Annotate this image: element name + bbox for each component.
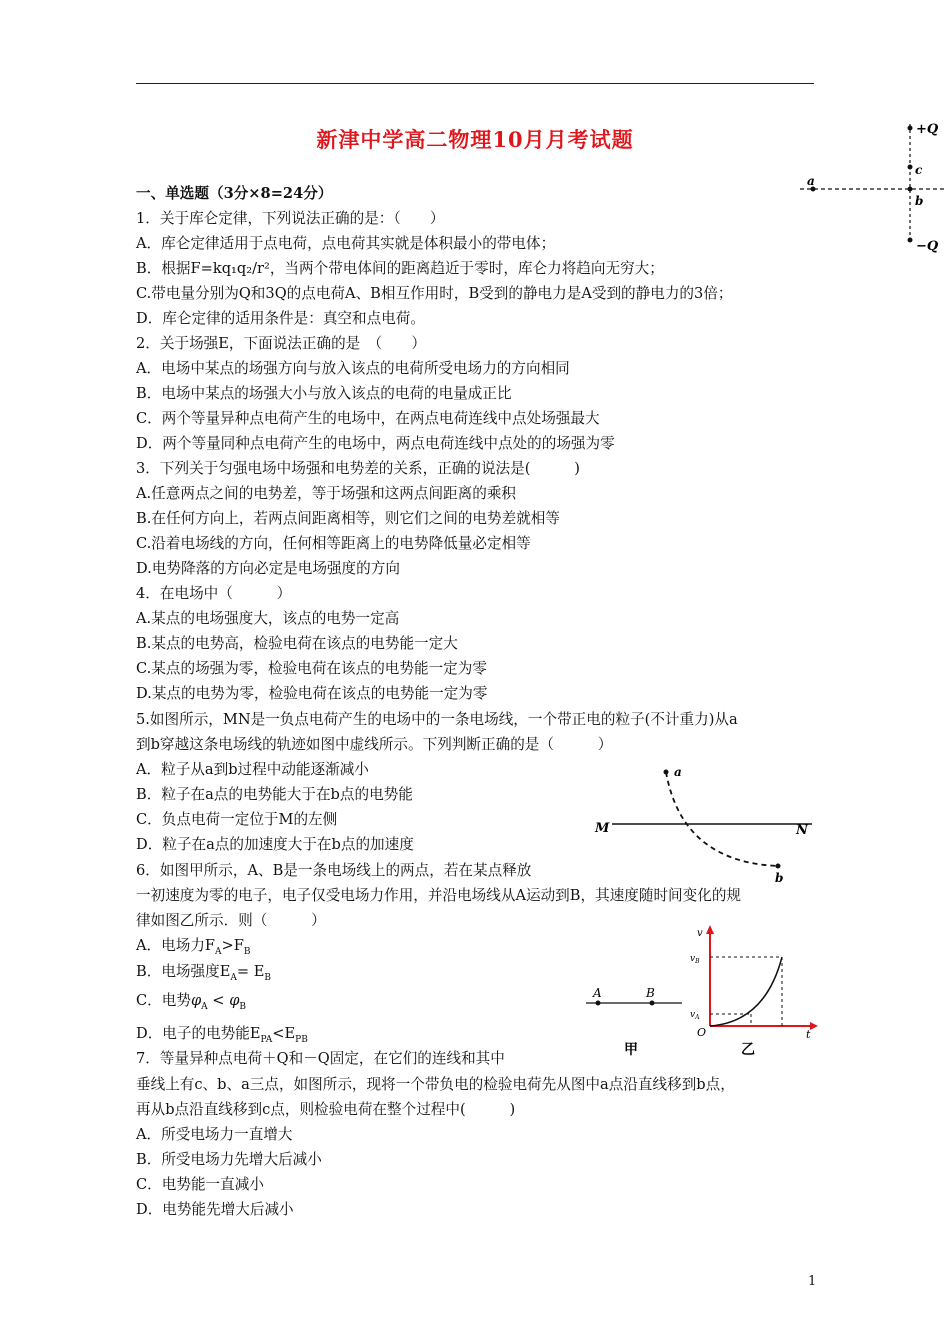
q4-stem: 4．在电场中（ ）: [136, 585, 292, 602]
q4-option-a: A.某点的电场强度大，该点的电势一定高: [136, 610, 400, 627]
q2-stem: 2．关于场强E，下面说法正确的是 （ ）: [136, 335, 426, 352]
caption-jia: 甲: [624, 1042, 638, 1058]
q5-stem-line2: 到b穿越这条电场线的轨迹如图中虚线所示。下列判断正确的是（ ）: [136, 736, 613, 753]
q3-option-d: D.电势降落的方向必定是电场强度的方向: [136, 560, 400, 577]
q5-option-a: A．粒子从a到b过程中动能逐渐减小: [136, 761, 369, 778]
particle-trajectory: [666, 772, 778, 866]
v-axis-arrow: [706, 925, 714, 934]
point-b-dot: [650, 1001, 655, 1006]
point-a-dot: [664, 770, 669, 775]
va-label: $v_A$: [690, 1010, 700, 1021]
page-title: 新津中学高二物理10月月考试题: [316, 127, 634, 152]
q6-option-b: B．电场强度$E_A= E_B$: [136, 963, 272, 983]
point-a-label: a: [674, 765, 682, 779]
q1-stem: 1．关于库仑定律，下列说法正确的是：（ ）: [136, 210, 445, 227]
q4-option-b: B.某点的电势高，检验电荷在该点的电势能一定大: [136, 635, 458, 652]
vb-label: $v_B$: [690, 954, 700, 965]
q4-option-d: D.某点的电势为零，检验电荷在该点的电势能一定为零: [136, 685, 488, 702]
q2-option-a: A．电场中某点的场强方向与放入该点的电荷所受电场力的方向相同: [136, 360, 570, 377]
q6-stem-line3: 律如图乙所示．则（ ）: [136, 912, 326, 929]
q5-stem-line1: 5.如图所示，MN是一负点电荷产生的电场中的一条电场线，一个带正电的粒子(不计重力)从a: [136, 711, 738, 728]
section-heading: 一、单选题（3分×8=24分）: [136, 185, 333, 202]
q7-option-c: C．电势能一直减小: [136, 1176, 264, 1193]
q6-stem-line1: 6．如图甲所示，A、B是一条电场线上的两点，若在某点释放: [136, 862, 532, 879]
charges-figure: [795, 112, 945, 257]
point-a-label: a: [807, 174, 815, 188]
q1-option-d: D．库仑定律的适用条件是：真空和点电荷。: [136, 310, 425, 327]
point-a-label: A: [593, 986, 602, 1000]
q6-option-c: C．电势$\varphi_A < \varphi_B$: [136, 992, 247, 1012]
q5-option-c: C．负点电荷一定位于M的左侧: [136, 811, 338, 828]
q3-option-c: C.沿着电场线的方向，任何相等距离上的电势降低量必定相等: [136, 535, 531, 552]
vt-curve: [710, 957, 782, 1026]
q3-option-b: B.在任何方向上，若两点间距离相等，则它们之间的电势差就相等: [136, 510, 560, 527]
q7-option-b: B．所受电场力先增大后减小: [136, 1151, 322, 1168]
q1-option-a: A．库仑定律适用于点电荷，点电荷其实就是体积最小的带电体；: [136, 235, 556, 252]
minus-charge-dot: [908, 238, 913, 243]
point-b-dot: [776, 864, 781, 869]
t-axis-arrow: [810, 1022, 818, 1030]
q6-option-a: A．电场力$F_A>F_B$: [136, 937, 251, 957]
page-number: 1: [808, 1274, 817, 1289]
point-a-dot: [596, 1001, 601, 1006]
point-b-dot: [908, 187, 913, 192]
q1-option-b: B．根据F=kq₁q₂/r²，当两个带电体间的距离趋近于零时，库仑力将趋向无穷大；: [136, 260, 664, 277]
plus-q-label: +Q: [916, 122, 939, 137]
point-c-dot: [908, 165, 913, 170]
q2-option-b: B．电场中某点的场强大小与放入该点的电荷的电量成正比: [136, 385, 512, 402]
q3-stem: 3．下列关于匀强电场中场强和电势差的关系，正确的说法是( ): [136, 460, 580, 477]
v-axis-label: v: [697, 928, 703, 939]
plus-charge-dot: [908, 126, 913, 131]
q7-stem-line3: 再从b点沿直线移到c点，则检验电荷在整个过程中( ): [136, 1101, 516, 1118]
q6-option-d: D．电子的电势能$E_{PA}<E_{PB}$: [136, 1025, 308, 1045]
t-axis-label: t: [806, 1028, 811, 1041]
q5-option-b: B．粒子在a点的电势能大于在b点的电势能: [136, 786, 413, 803]
q7-option-a: A．所受电场力一直增大: [136, 1126, 293, 1143]
caption-yi: 乙: [741, 1042, 755, 1058]
figure-yi: [685, 922, 820, 1062]
origin-label: O: [697, 1026, 707, 1039]
figure-jia: [580, 980, 690, 1060]
q2-option-d: D．两个等量同种点电荷产生的电场中，两点电荷连线中点处的的场强为零: [136, 435, 615, 452]
q5-option-d: D．粒子在a点的加速度大于在b点的加速度: [136, 836, 414, 853]
label-n: N: [796, 823, 808, 838]
header-rule: [136, 83, 814, 84]
q7-stem-line1: 7．等量异种点电荷＋Q和－Q固定，在它们的连线和其中: [136, 1050, 505, 1067]
point-b-label: b: [775, 871, 784, 885]
q3-option-a: A.任意两点之间的电势差，等于场强和这两点间距离的乘积: [136, 485, 517, 502]
point-b-label: b: [915, 194, 924, 208]
q1-option-c: C.带电量分别为Q和3Q的点电荷A、B相互作用时，B受到的静电力是A受到的静电力的3倍；: [136, 285, 733, 302]
point-c-label: c: [915, 163, 923, 177]
mn-figure: [590, 762, 820, 887]
point-b-label: B: [646, 986, 655, 1000]
q7-stem-line2: 垂线上有c、b、a三点，如图所示，现将一个带负电的检验电荷先从图中a点沿直线移到b点，: [136, 1076, 735, 1093]
q6-stem-line2: 一初速度为零的电子，电子仅受电场力作用，并沿电场线从A运动到B，其速度随时间变化的规: [136, 887, 742, 904]
q2-option-c: C．两个等量异种点电荷产生的电场中，在两点电荷连线中点处场强最大: [136, 410, 600, 427]
label-m: M: [595, 821, 610, 836]
minus-q-label: −Q: [916, 239, 939, 254]
q7-option-d: D．电势能先增大后减小: [136, 1201, 294, 1218]
q4-option-c: C.某点的场强为零，检验电荷在该点的电势能一定为零: [136, 660, 487, 677]
